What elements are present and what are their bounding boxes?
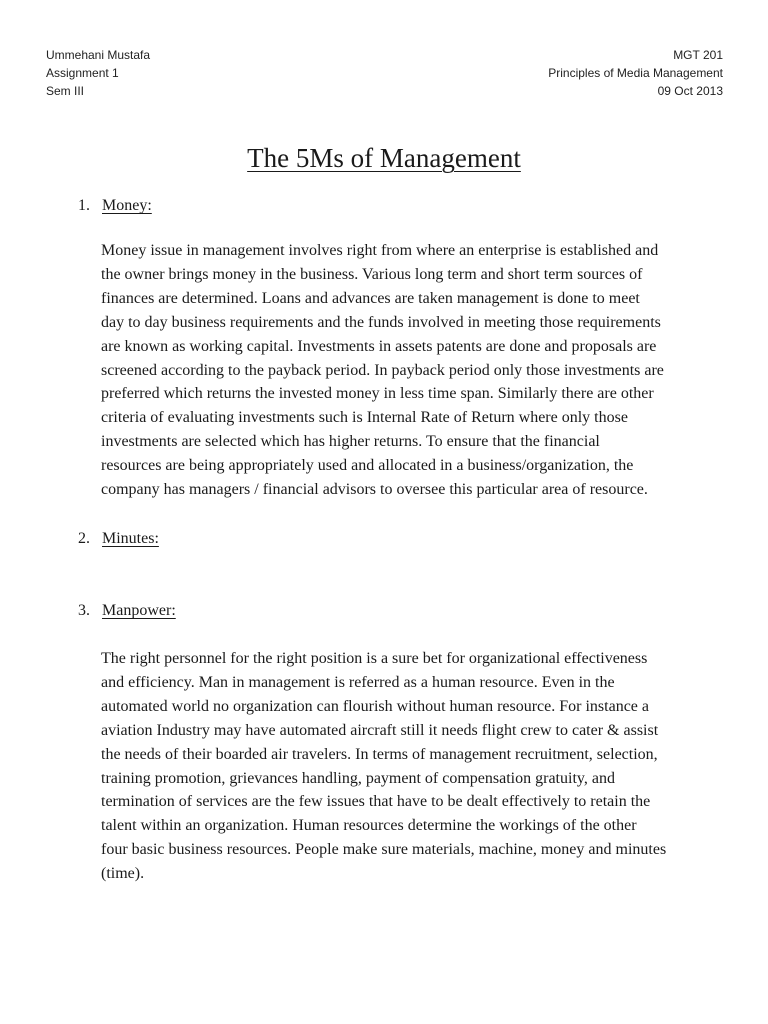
section-body	[101, 647, 726, 886]
body-line: and efficiency. Man in management is referred as a human resource. Even in the	[101, 673, 615, 691]
section-heading	[78, 600, 176, 622]
body-line: company has managers / financial advisors to oversee this particular area of resource.	[101, 481, 648, 499]
body-line: investments are selected which has higher returns. To ensure that the financial	[101, 433, 600, 451]
course-name: Principles of Media Management	[548, 66, 723, 80]
section-number: 1.	[78, 197, 90, 214]
section-label: Manpower:	[102, 602, 176, 619]
body-line: finances are determined. Loans and advances are taken management is done to meet	[101, 289, 640, 307]
body-line: the needs of their boarded air travelers. In terms of management recruitment, selection,	[101, 745, 658, 763]
body-line: automated world no organization can flourish without human resource. For instance a	[101, 697, 649, 715]
body-line: talent within an organization. Human resources determine the workings of the other	[101, 817, 637, 835]
body-line: resources are being appropriately used and allocated in a business/organization, the	[101, 457, 634, 475]
body-line: training promotion, grievances handling, payment of compensation gratuity, and	[101, 769, 615, 787]
section-heading	[78, 528, 159, 550]
course-info	[548, 46, 723, 100]
document-title: The 5Ms of Management	[247, 143, 521, 173]
body-line: termination of services are the few issues that have to be dealt effectively to retain the	[101, 793, 651, 811]
body-line: aviation Industry may have automated aircraft still it needs flight crew to cater & assist	[101, 721, 659, 739]
section-number: 2.	[78, 530, 90, 547]
assignment-label: Assignment 1	[46, 66, 119, 80]
body-line: day to day business requirements and the funds involved in meeting those requirements	[101, 313, 661, 331]
body-line: (time).	[101, 865, 145, 883]
body-line: preferred which returns the invested money in less time span. Similarly there are other	[101, 385, 654, 403]
section-body	[101, 239, 726, 502]
section-heading	[78, 195, 152, 217]
document-date: 09 Oct 2013	[657, 84, 723, 98]
student-name: Ummehani Mustafa	[46, 48, 151, 62]
body-line: screened according to the payback period. In payback period only those investments are	[101, 361, 664, 379]
course-code: MGT 201	[673, 48, 723, 62]
body-line: the owner brings money in the business. Various long term and short term sources of	[101, 265, 643, 283]
body-line: four basic business resources. People make sure materials, machine, money and minutes	[101, 841, 667, 859]
section-label: Money:	[102, 197, 152, 214]
section-number: 3.	[78, 602, 90, 619]
body-line: are known as working capital. Investments in assets patents are done and proposals are	[101, 337, 657, 355]
semester-label: Sem III	[46, 84, 85, 98]
section-label: Minutes:	[102, 530, 159, 547]
body-line: The right personnel for the right position is a sure bet for organizational effectiveness	[101, 650, 648, 667]
body-line: criteria of evaluating investments such is Internal Rate of Return where only those	[101, 409, 628, 427]
document-title-wrapper	[0, 141, 768, 175]
body-line: Money issue in management involves right from where an enterprise is established and	[101, 242, 659, 259]
student-info	[46, 46, 150, 100]
